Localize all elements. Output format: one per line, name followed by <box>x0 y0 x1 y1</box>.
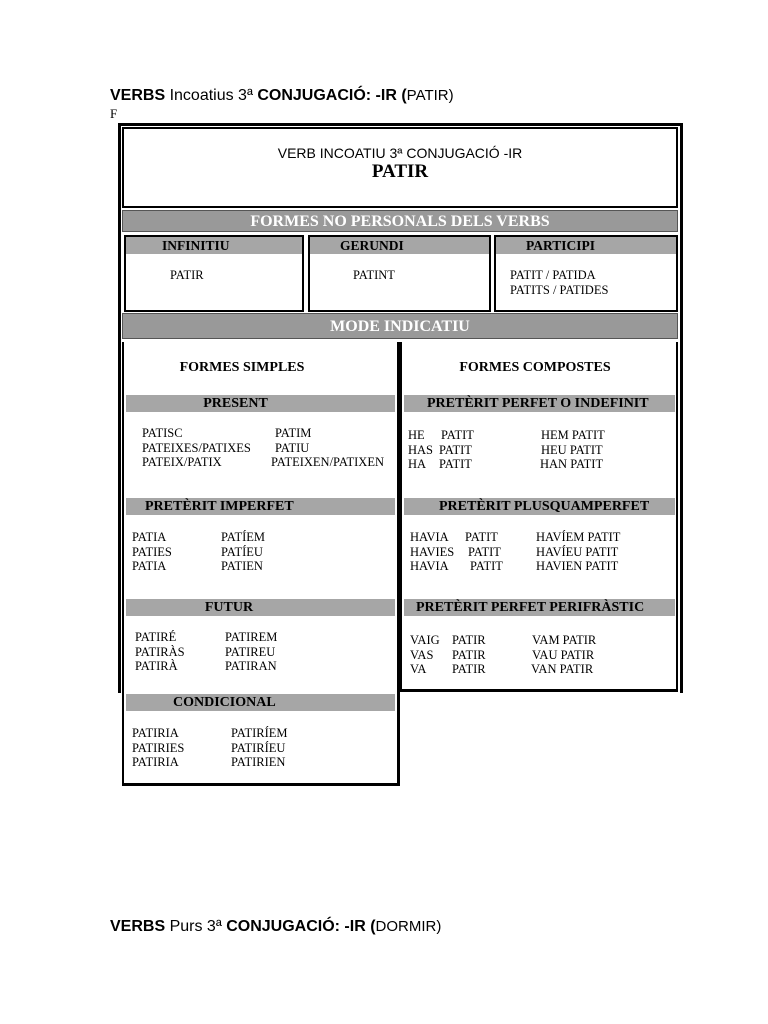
perifrastic-label: PRETÈRIT PERFET PERIFRÀSTIC <box>404 599 675 616</box>
present-2s: PATEIXES/PATIXES <box>142 440 251 455</box>
plusquamperfet-3p: HAVIEN PATIT <box>536 559 619 573</box>
non-personal-bar: FORMES NO PERSONALS DELS VERBS <box>122 210 678 232</box>
futur-label: FUTUR <box>126 599 395 616</box>
present-3p: PATEIXEN/PATIXEN <box>271 455 384 469</box>
imperfet-singular <box>132 530 172 574</box>
futur-1s: PATIRÉ <box>135 630 177 644</box>
perfet-aux-2s: HAS <box>408 442 434 457</box>
title-subtitle: VERB INCOATIU 3ª CONJUGACIÓ -IR <box>277 145 523 161</box>
next-heading-paren: ( <box>365 918 376 935</box>
next-heading-conjugacio: CONJUGACIÓ <box>226 918 335 935</box>
present-2p: PATIU <box>275 440 310 455</box>
page-heading <box>110 87 454 105</box>
perfet-part-2s: PATIT <box>439 442 472 457</box>
perfet-participle <box>439 428 474 472</box>
perfet-plural <box>541 428 605 472</box>
page-heading-next <box>110 918 441 936</box>
indicatiu-bar: MODE INDICATIU <box>122 313 678 339</box>
perfet-3p: HAN PATIT <box>540 457 604 471</box>
imperfet-2s: PATIES <box>132 544 172 559</box>
futur-2p: PATIREU <box>225 644 276 659</box>
condicional-singular <box>132 726 184 770</box>
plusquamperfet-aux <box>410 530 454 574</box>
participi-singular: PATIT / PATIDA <box>510 268 596 282</box>
imperfet-2p: PATÍEU <box>221 544 263 559</box>
condicional-3s: PATIRIA <box>132 755 179 769</box>
perifrastic-inf-2s: PATIR <box>452 647 486 662</box>
imperfet-1s: PATIA <box>132 530 167 544</box>
participi-values <box>510 268 608 297</box>
perfet-1p: HEM PATIT <box>541 428 605 442</box>
gerundi-label: GERUNDI <box>310 237 489 254</box>
present-3s: PATEIX/PATIX <box>142 455 222 469</box>
perifrastic-1p: VAM PATIR <box>532 633 597 647</box>
condicional-plural <box>231 726 288 770</box>
next-heading-word-verbs: VERBS <box>110 918 166 935</box>
perifrastic-3p: VAN PATIR <box>531 662 594 676</box>
perfet-aux-1s: HE <box>408 428 425 442</box>
futur-3p: PATIRAN <box>225 659 277 673</box>
next-heading-ending: : -IR <box>334 918 366 935</box>
futur-3s: PATIRÀ <box>135 659 178 673</box>
condicional-1s: PATIRIA <box>132 726 179 740</box>
condicional-2s: PATIRIES <box>132 740 185 755</box>
present-1s: PATISC <box>142 426 183 440</box>
heading-conjugacio: CONJUGACIÓ <box>257 87 366 104</box>
heading-type: Incoatius 3ª <box>165 87 258 104</box>
imperfet-1p: PATÍEM <box>221 530 265 544</box>
participi-label: PARTICIPI <box>496 237 676 254</box>
heading-verb: PATIR) <box>406 87 454 104</box>
condicional-1p: PATIRÍEM <box>231 726 288 740</box>
futur-plural <box>225 630 277 674</box>
infinitiu-value: PATIR <box>170 268 204 282</box>
plusquamperfet-plural <box>536 530 620 574</box>
perifrastic-aux-3s: VA <box>410 662 427 676</box>
futur-singular <box>135 630 185 674</box>
heading-paren: ( <box>396 87 407 104</box>
next-heading-verb: DORMIR) <box>375 918 442 935</box>
condicional-2p: PATIRÍEU <box>231 740 286 755</box>
stray-letter: F <box>110 106 118 121</box>
perfet-part-1s: PATIT <box>441 428 474 442</box>
plusquamperfet-aux-3s: HAVIA <box>410 559 449 573</box>
participi-plural: PATITS / PATIDES <box>510 282 609 297</box>
plusquamperfet-participle <box>465 530 503 574</box>
perfet-part-3s: PATIT <box>439 457 472 471</box>
imperfet-3p: PATIEN <box>221 559 263 573</box>
plusquamperfet-aux-1s: HAVIA <box>410 530 449 544</box>
futur-1p: PATIREM <box>225 630 278 644</box>
perifrastic-2p: VAU PATIR <box>532 647 595 662</box>
perfet-2p: HEU PATIT <box>541 442 603 457</box>
perifrastic-infinitive <box>452 633 486 677</box>
plusquamperfet-1p: HAVÍEM PATIT <box>536 530 621 544</box>
condicional-3p: PATIRIEN <box>231 755 286 769</box>
imperfet-3s: PATIA <box>132 559 167 573</box>
perifrastic-aux-1s: VAIG <box>410 633 440 647</box>
plusquamperfet-part-2s: PATIT <box>468 544 501 559</box>
perifrastic-aux-2s: VAS <box>410 647 434 662</box>
present-1p: PATIM <box>275 426 312 440</box>
plusquamperfet-part-1s: PATIT <box>465 530 498 544</box>
simple-forms-title: FORMES SIMPLES <box>179 360 305 375</box>
perifrastic-inf-1s: PATIR <box>452 633 486 647</box>
futur-2s: PATIRÀS <box>135 644 185 659</box>
present-singular <box>142 426 251 470</box>
present-plural <box>271 426 384 470</box>
condicional-label: CONDICIONAL <box>126 694 395 711</box>
plusquamperfet-label: PRETÈRIT PLUSQUAMPERFET <box>404 498 675 515</box>
infinitiu-label: INFINITIU <box>126 237 302 254</box>
plusquamperfet-part-3s: PATIT <box>470 559 503 573</box>
perfet-aux-3s: HA <box>408 457 427 471</box>
imperfet-plural <box>221 530 265 574</box>
imperfet-label: PRETÈRIT IMPERFET <box>126 498 395 515</box>
plusquamperfet-2p: HAVÍEU PATIT <box>536 544 619 559</box>
title-verb: PATIR <box>371 161 429 182</box>
compound-forms-title: FORMES COMPOSTES <box>459 360 611 375</box>
perifrastic-aux <box>410 633 440 677</box>
perifrastic-inf-3s: PATIR <box>452 662 486 676</box>
perfet-label: PRETÈRIT PERFET O INDEFINIT <box>404 395 675 412</box>
next-heading-type: Purs 3ª <box>165 918 227 935</box>
perifrastic-plural <box>532 633 596 677</box>
heading-ending: : -IR <box>365 87 397 104</box>
present-label: PRESENT <box>126 395 395 412</box>
plusquamperfet-aux-2s: HAVIES <box>410 544 455 559</box>
heading-word-verbs: VERBS <box>110 87 166 104</box>
perfet-aux <box>408 428 433 472</box>
gerundi-value: PATINT <box>353 268 395 282</box>
